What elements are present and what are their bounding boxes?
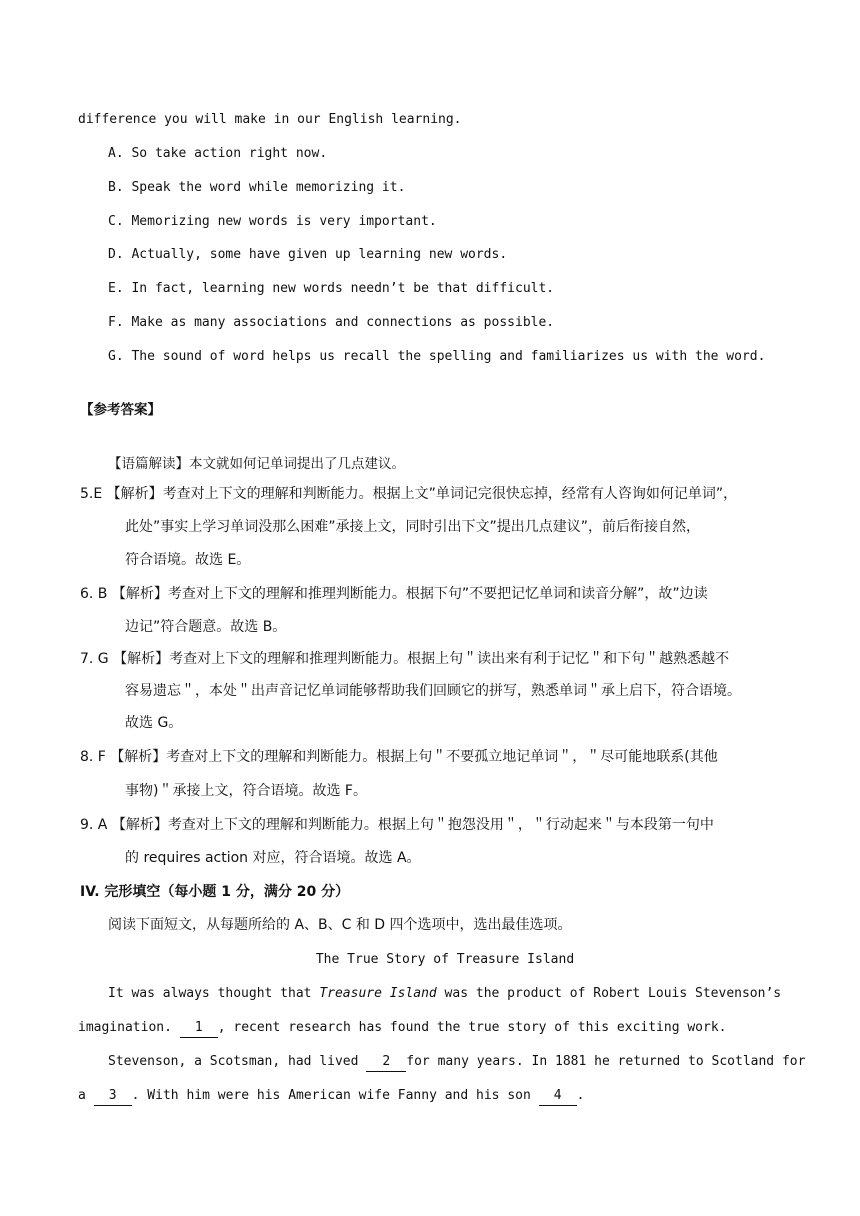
answer-5-line-3: 符合语境。故选 E。 (125, 552, 251, 568)
option-e: E. In fact, learning new words needn’t be that difficult. (108, 281, 555, 296)
discourse-intro: 【语篇解读】本文就如何记单词提出了几点建议。 (108, 456, 405, 472)
answer-6-line-2: 边记”符合题意。故选 B。 (125, 619, 287, 635)
passage-line-1 (108, 985, 781, 1003)
option-d: D. Actually, some have given up learning new words. (108, 247, 508, 262)
answer-9-line-2: 的 requires action 对应，符合语境。故选 A。 (125, 850, 421, 866)
book-title: Treasure Island (319, 986, 437, 1001)
passage-text: , recent research has found the true story of this exciting work. (217, 1020, 727, 1035)
section-instruction: 阅读下面短文，从每题所给的 A、B、C 和 D 四个选项中，选出最佳选项。 (108, 917, 572, 933)
option-c: C. Memorizing new words is very important. (108, 214, 437, 229)
passage-text: imagination. (78, 1020, 180, 1035)
option-g: G. The sound of word helps us recall the spelling and familiarizes us with the word. (108, 349, 766, 364)
passage-text: . (576, 1088, 585, 1103)
passage-last-line: difference you will make in our English learning. (78, 112, 462, 127)
answer-heading: 【参考答案】 (80, 402, 161, 418)
option-f: F. Make as many associations and connections as possible. (108, 315, 555, 330)
answer-9-line-1: 9. A 【解析】考查对上下文的理解和判断能力。根据上句＂抱怨没用＂，＂行动起来＂与本段第一句中 (80, 817, 714, 833)
passage-line-4 (78, 1087, 584, 1106)
answer-7-line-1: 7. G 【解析】考查对上下文的理解和推理判断能力。根据上句＂读出来有利于记忆＂和下句＂越熟悉越不 (80, 651, 730, 667)
answer-6-line-1: 6. B 【解析】考查对上下文的理解和推理判断能力。根据下句”不要把记忆单词和读音分解”，故”边读 (80, 586, 708, 602)
passage-text: was the product of Robert Louis Stevenson’s (436, 986, 782, 1001)
section-title: IV. 完形填空（每小题 1 分，满分 20 分） (80, 884, 350, 900)
answer-5-line-2: 此处”事实上学习单词没那么困难”承接上文，同时引出下文”提出几点建议”，前后衔接自然， (125, 519, 701, 535)
passage-line-2 (78, 1019, 726, 1038)
option-a: A. So take action right now. (108, 146, 328, 161)
passage-text: It was always thought that (108, 986, 320, 1001)
cloze-blank-3: 3 (94, 1087, 132, 1106)
passage-title: The True Story of Treasure Island (315, 952, 575, 967)
answer-8-line-1: 8. F 【解析】考查对上下文的理解和判断能力。根据上句＂不要孤立地记单词＂，＂尽可能地联系(其他 (80, 749, 718, 765)
option-b: B. Speak the word while memorizing it. (108, 180, 406, 195)
passage-text: a (78, 1088, 94, 1103)
cloze-blank-4: 4 (539, 1087, 577, 1106)
cloze-blank-1: 1 (180, 1019, 218, 1038)
cloze-blank-2: 2 (366, 1053, 406, 1072)
passage-line-3 (108, 1053, 805, 1072)
answer-7-line-2: 容易遗忘＂，本处＂出声音记忆单词能够帮助我们回顾它的拼写，熟悉单词＂承上启下，符合语境。 (125, 683, 741, 699)
passage-text: for many years. In 1881 he returned to Scotland for (406, 1054, 806, 1069)
passage-text: . With him were his American wife Fanny and his son (131, 1088, 539, 1103)
answer-5-line-1: 5.E 【解析】考查对上下文的理解和判断能力。根据上文”单词记完很快忘掉，经常有人咨询如何记单词”， (80, 486, 738, 502)
passage-text: Stevenson, a Scotsman, had lived (108, 1054, 367, 1069)
answer-8-line-2: 事物)＂承接上文，符合语境。故选 F。 (125, 783, 367, 799)
answer-7-line-3: 故选 G。 (125, 715, 183, 731)
